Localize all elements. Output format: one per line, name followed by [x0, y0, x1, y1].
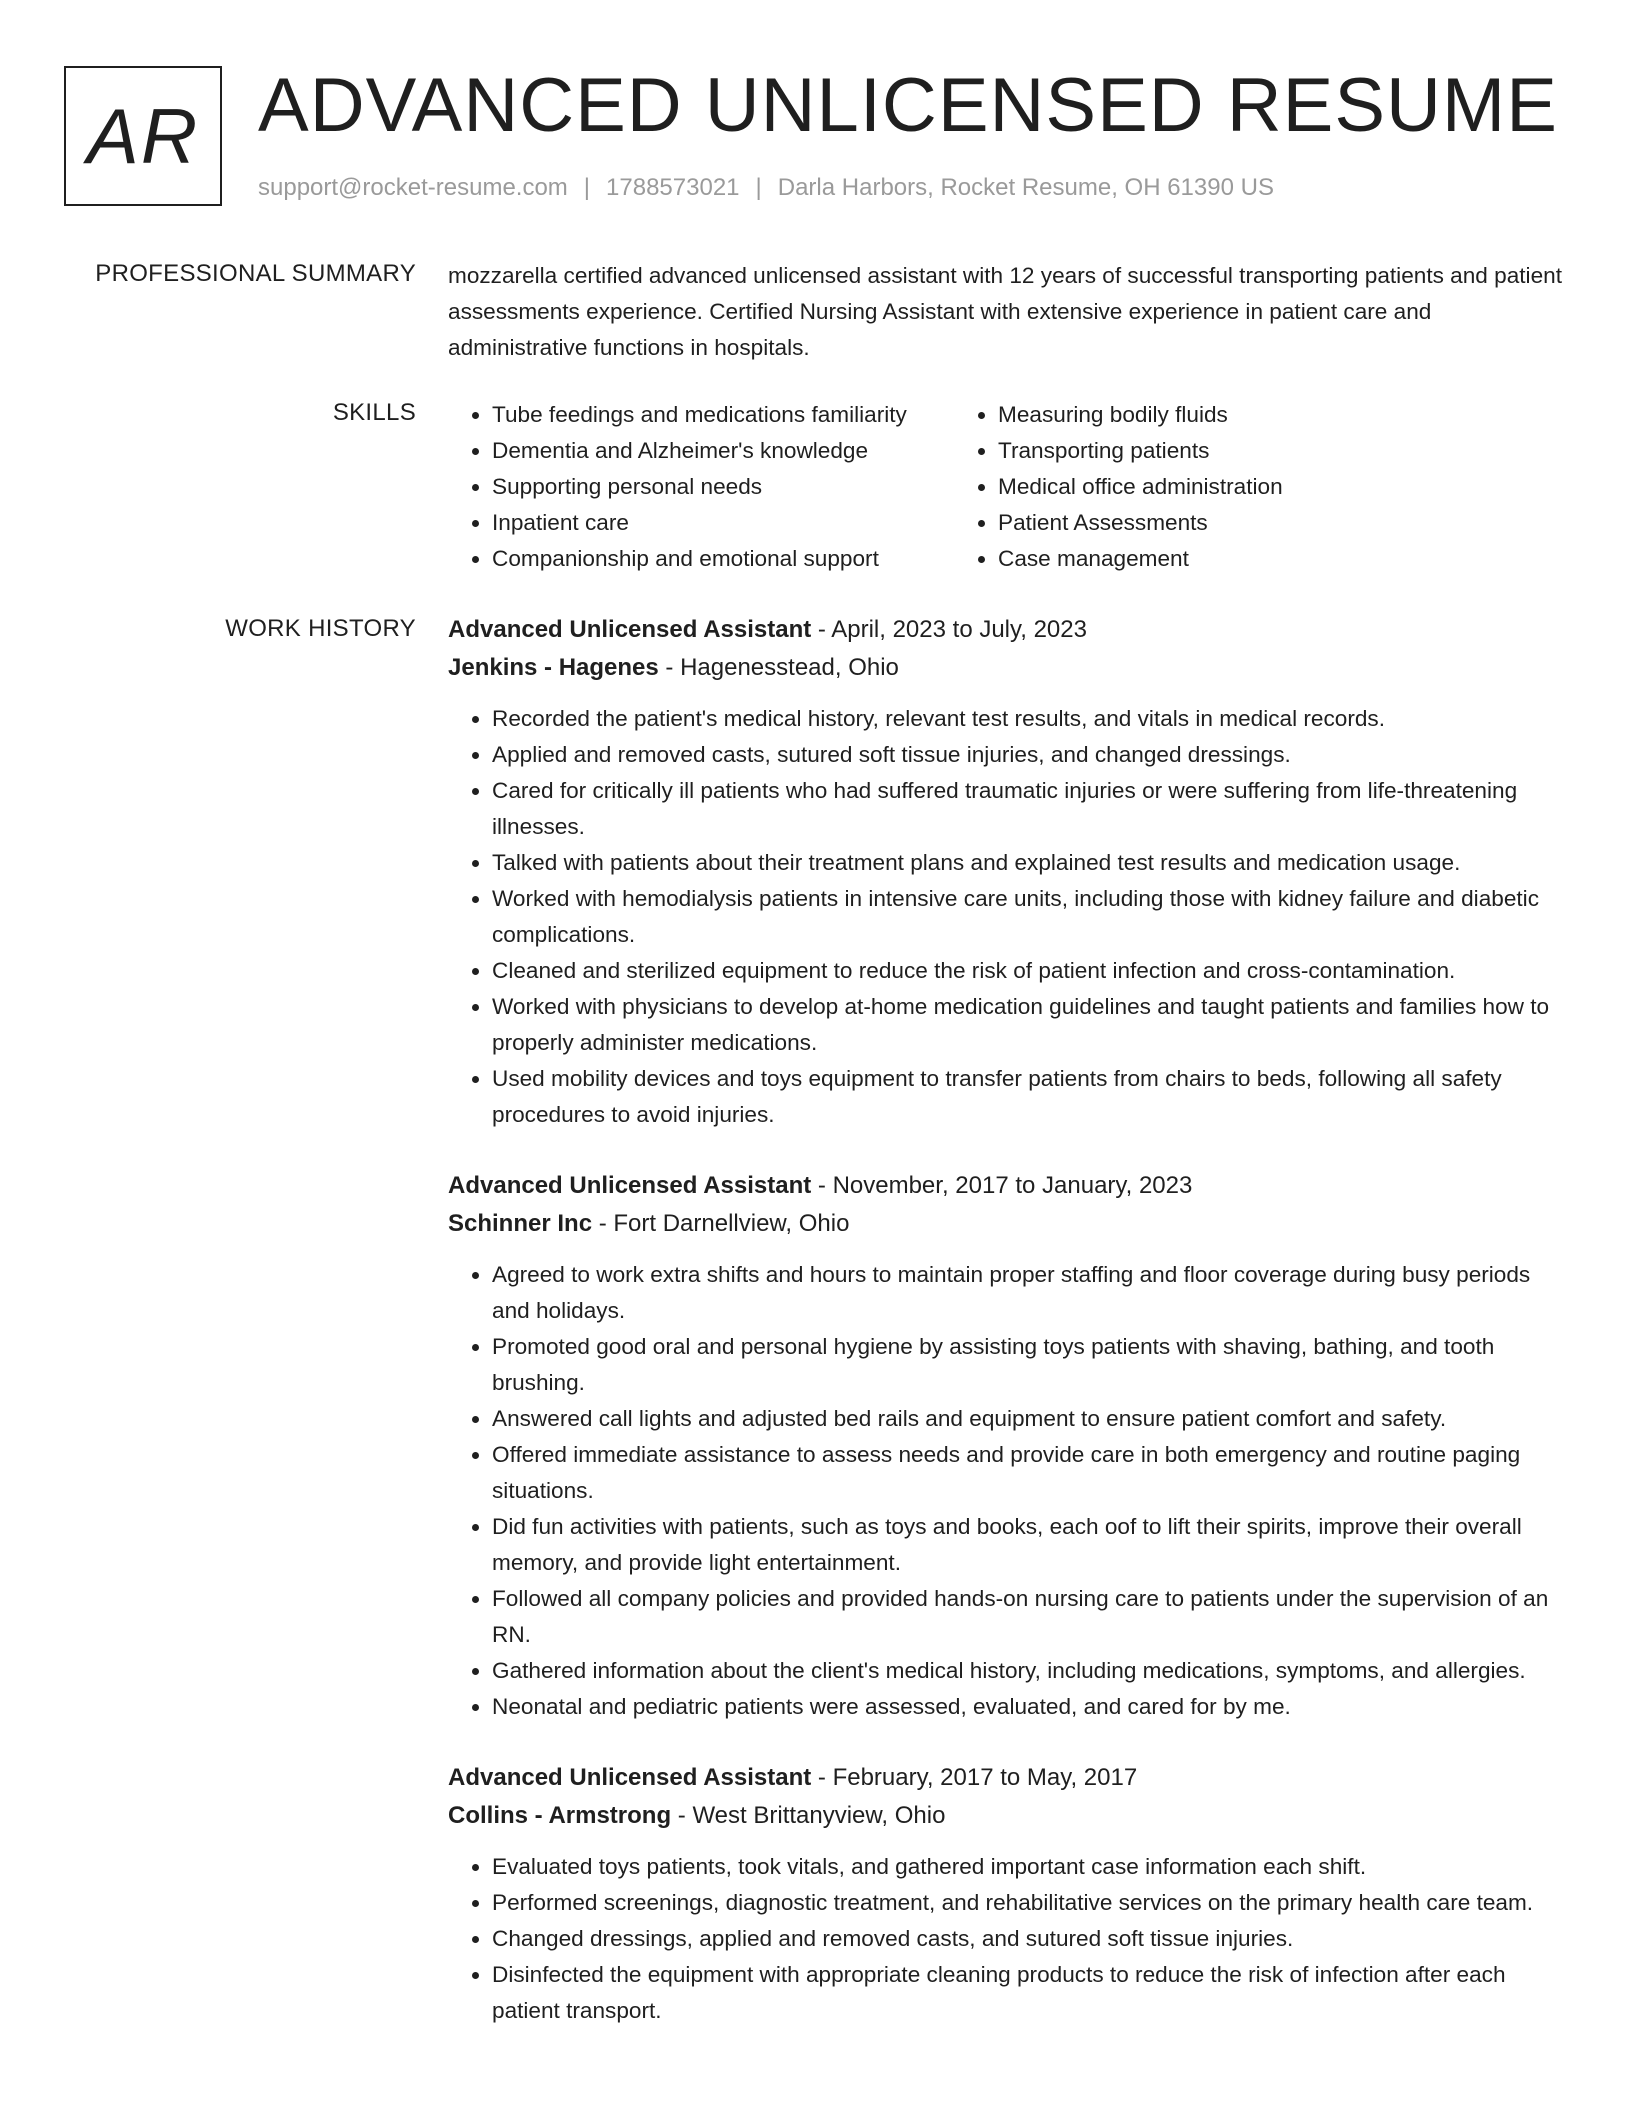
job-company: Collins - Armstrong — [448, 1802, 672, 1829]
skill-item: • Measuring bodily fluids — [998, 397, 1460, 433]
contact-separator: | — [755, 174, 762, 201]
skill-item: • Tube feedings and medications familiarity — [492, 397, 954, 433]
summary-body — [448, 258, 1568, 366]
summary-heading: PROFESSIONAL SUMMARY — [95, 260, 416, 287]
skill-item: • Inpatient care — [492, 505, 954, 541]
job-location: - Fort Darnellview, Ohio — [592, 1210, 850, 1237]
skills-column-left — [448, 397, 954, 577]
job-bullet: • Changed dressings, applied and removed casts, and sutured soft tissue injuries. — [492, 1921, 1568, 1957]
work-history-body — [448, 611, 1568, 2063]
skill-item: • Case management — [998, 541, 1460, 577]
skill-item: • Patient Assessments — [998, 505, 1460, 541]
skills-grid — [448, 397, 1568, 577]
contact-address: Darla Harbors, Rocket Resume, OH 61390 US — [777, 174, 1274, 201]
job-dates: - November, 2017 to January, 2023 — [811, 1172, 1193, 1199]
job-dates: - February, 2017 to May, 2017 — [811, 1764, 1138, 1791]
skill-item: • Companionship and emotional support — [492, 541, 954, 577]
summary-text: mozzarella certified advanced unlicensed assistant with 12 years of successful transporting patients and patient assessments experience. Certified Nursing Assistant with extensive experience in patient care and administrative functions in hospitals. — [448, 263, 1562, 360]
skills-body — [448, 397, 1568, 577]
job-company-line — [448, 1797, 1568, 1835]
job-bullet: • Cleaned and sterilized equipment to reduce the risk of patient infection and cross-contamination. — [492, 953, 1568, 989]
contact-separator: | — [583, 174, 591, 201]
job-bullet: • Disinfected the equipment with appropriate cleaning products to reduce the risk of infection after each patient transport. — [492, 1957, 1568, 2029]
job-bullet: • Recorded the patient's medical history, relevant test results, and vitals in medical records. — [492, 701, 1568, 737]
skills-column-right — [954, 397, 1460, 577]
job-bullets — [448, 701, 1568, 1133]
job-bullet: • Applied and removed casts, sutured soft tissue injuries, and changed dressings. — [492, 737, 1568, 773]
resume-header — [64, 63, 1568, 211]
job-bullet: • Did fun activities with patients, such as toys and books, each oof to lift their spirits, improve their overall memory, and provide light entertainment. — [492, 1509, 1568, 1581]
job-bullets — [448, 1849, 1568, 2029]
skill-item: • Transporting patients — [998, 433, 1460, 469]
job-entry — [448, 1167, 1568, 1725]
job-bullet: • Agreed to work extra shifts and hours to maintain proper staffing and floor coverage during busy periods and holidays. — [492, 1257, 1568, 1329]
job-location: - Hagenesstead, Ohio — [658, 654, 899, 681]
job-bullet: • Talked with patients about their treatment plans and explained test results and medication usage. — [492, 845, 1568, 881]
job-company: Jenkins - Hagenes — [448, 654, 659, 681]
contact-phone: 1788573021 — [606, 174, 740, 201]
job-bullets — [448, 1257, 1568, 1725]
job-bullet: • Used mobility devices and toys equipment to transfer patients from chairs to beds, following all safety procedures to avoid injuries. — [492, 1061, 1568, 1133]
job-bullet: • Offered immediate assistance to assess needs and provide care in both emergency and routine paging situations. — [492, 1437, 1568, 1509]
contact-line — [258, 174, 1274, 202]
job-bullet: • Promoted good oral and personal hygiene by assisting toys patients with shaving, bathing, and tooth brushing. — [492, 1329, 1568, 1401]
job-bullet: • Followed all company policies and provided hands-on nursing care to patients under the supervision of an RN. — [492, 1581, 1568, 1653]
job-dates: - April, 2023 to July, 2023 — [811, 616, 1087, 643]
job-entry — [448, 1759, 1568, 2029]
job-bullet: • Answered call lights and adjusted bed rails and equipment to ensure patient comfort and safety. — [492, 1401, 1568, 1437]
job-bullet: • Worked with hemodialysis patients in intensive care units, including those with kidney failure and diabetic complications. — [492, 881, 1568, 953]
job-bullet: • Neonatal and pediatric patients were assessed, evaluated, and cared for by me. — [492, 1689, 1568, 1725]
job-title: Advanced Unlicensed Assistant — [448, 616, 812, 643]
skill-item: • Supporting personal needs — [492, 469, 954, 505]
job-entry — [448, 611, 1568, 1133]
job-bullet: • Cared for critically ill patients who had suffered traumatic injuries or were suffering from life-threatening illnesses. — [492, 773, 1568, 845]
job-bullet: • Gathered information about the client's medical history, including medications, symptoms, and allergies. — [492, 1653, 1568, 1689]
contact-email: support@rocket-resume.com — [258, 174, 568, 201]
job-title: Advanced Unlicensed Assistant — [448, 1172, 812, 1199]
job-company: Schinner Inc — [448, 1210, 593, 1237]
skills-heading: SKILLS — [332, 399, 416, 426]
skill-item: • Dementia and Alzheimer's knowledge — [492, 433, 954, 469]
job-location: - West Brittanyview, Ohio — [671, 1802, 946, 1829]
job-title-line — [448, 1167, 1568, 1205]
job-company-line — [448, 649, 1568, 687]
job-bullet: • Worked with physicians to develop at-home medication guidelines and taught patients and families how to properly administer medications. — [492, 989, 1568, 1061]
skill-item: • Medical office administration — [998, 469, 1460, 505]
monogram-logo: AR — [64, 66, 222, 206]
job-title-line — [448, 1759, 1568, 1797]
resume-title: ADVANCED UNLICENSED RESUME — [258, 63, 1558, 148]
job-title-line — [448, 611, 1568, 649]
job-bullet: • Performed screenings, diagnostic treatment, and rehabilitative services on the primary health care team. — [492, 1885, 1568, 1921]
job-bullet: • Evaluated toys patients, took vitals, and gathered important case information each shift. — [492, 1849, 1568, 1885]
job-title: Advanced Unlicensed Assistant — [448, 1764, 812, 1791]
work-history-heading: WORK HISTORY — [225, 615, 416, 642]
job-company-line — [448, 1205, 1568, 1243]
